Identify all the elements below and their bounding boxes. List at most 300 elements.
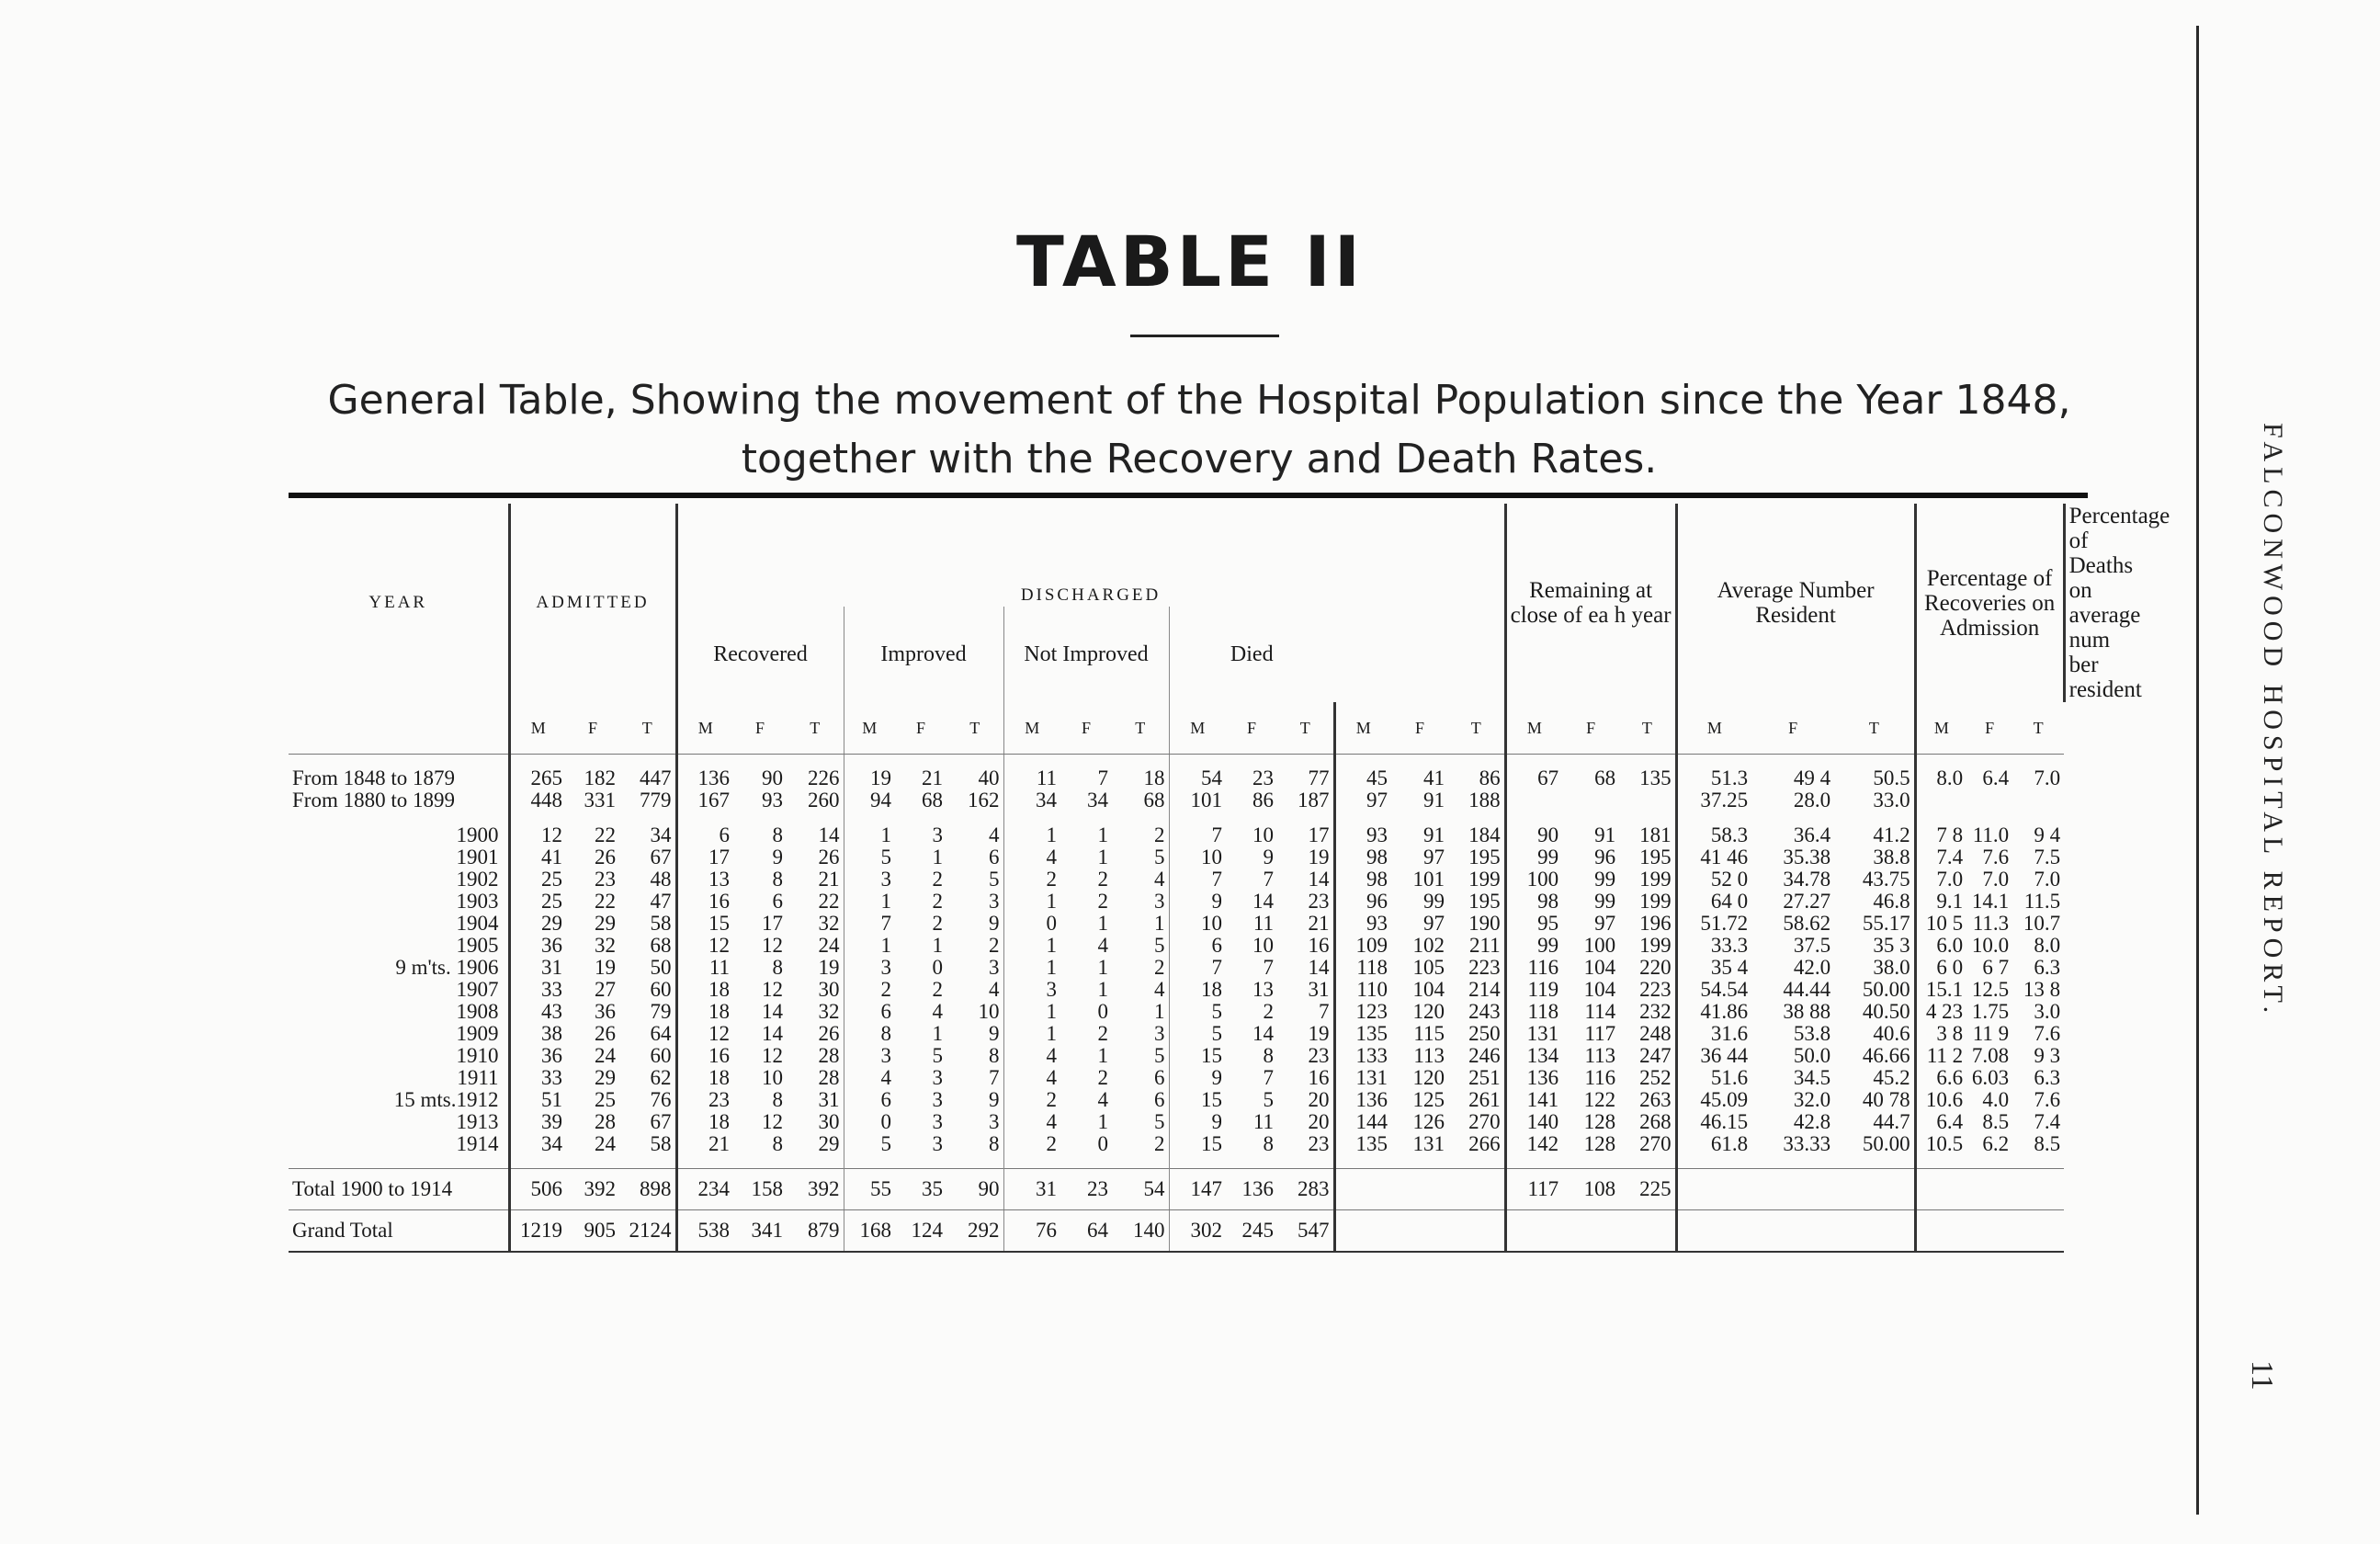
spacer-cell bbox=[1277, 755, 1334, 768]
table-cell: 39 bbox=[509, 1111, 566, 1133]
table-cell: 5 bbox=[1154, 934, 1165, 957]
table-cell: 248 bbox=[1639, 1022, 1672, 1045]
table-cell: 135 bbox=[1639, 766, 1672, 789]
table-cell: 199 bbox=[1639, 890, 1672, 913]
spacer-cell bbox=[1915, 755, 1966, 768]
table-cell: 4 bbox=[844, 1067, 895, 1089]
table-cell: 2124 bbox=[619, 1210, 676, 1253]
table-cell: 97 bbox=[1423, 846, 1445, 868]
table-cell: 97 bbox=[1423, 912, 1445, 935]
table-cell: 2 bbox=[1097, 868, 1108, 891]
table-cell: 9.1 bbox=[1915, 891, 1966, 913]
spacer-cell bbox=[946, 1155, 1003, 1169]
table-cell: 104 bbox=[1583, 978, 1616, 1001]
table-cell: 33.3 bbox=[1676, 935, 1751, 957]
table-row bbox=[289, 1111, 2088, 1133]
table-cell: 2 bbox=[932, 890, 943, 913]
table-cell: 251 bbox=[1468, 1066, 1501, 1089]
table-cell: 8.5 bbox=[1982, 1110, 2010, 1133]
table-cell: 263 bbox=[1639, 1088, 1672, 1111]
spacer-cell bbox=[566, 812, 619, 824]
spacer-cell bbox=[1915, 812, 1966, 824]
table-cell: 7 bbox=[1319, 1000, 1330, 1023]
table-cell: 7.0 bbox=[1915, 868, 1966, 891]
table-cell: 6 bbox=[676, 824, 733, 846]
table-cell: 128 bbox=[1583, 1132, 1616, 1155]
table-cell: 97 bbox=[1594, 912, 1616, 935]
table-cell: 4 bbox=[1154, 868, 1165, 891]
table-cell: 14 bbox=[1308, 868, 1330, 891]
table-cell bbox=[1676, 1169, 1751, 1210]
table-cell: 41.2 bbox=[1873, 823, 1910, 846]
table-cell: 1 bbox=[1003, 824, 1060, 846]
table-cell: 6 bbox=[1169, 935, 1226, 957]
table-cell: 19 bbox=[595, 956, 616, 979]
table-cell: 60 bbox=[650, 978, 672, 1001]
table-cell: 8 bbox=[1263, 1044, 1274, 1067]
table-cell: 15 bbox=[1169, 1045, 1226, 1067]
spacer-cell bbox=[676, 1155, 733, 1169]
table-cell: 162 bbox=[968, 789, 1000, 812]
table-row bbox=[289, 868, 2088, 891]
table-cell: 226 bbox=[808, 766, 840, 789]
row-label: 15 mts.1912 bbox=[393, 1088, 499, 1111]
table-cell: 188 bbox=[1468, 789, 1501, 812]
table-cell: 7.6 bbox=[2034, 1022, 2061, 1045]
table-cell: 2 bbox=[1003, 1133, 1060, 1155]
table-cell bbox=[1966, 1169, 2012, 1210]
table-cell: 34 bbox=[1087, 789, 1108, 812]
sex-header-t: T bbox=[946, 702, 1003, 755]
table-cell: 0 bbox=[1003, 913, 1060, 935]
table-row bbox=[289, 1001, 2088, 1023]
spacer-cell bbox=[1277, 1155, 1334, 1169]
table-cell bbox=[1334, 1210, 1391, 1253]
row-label: 1900 bbox=[456, 823, 499, 846]
spacer-cell bbox=[2012, 812, 2064, 824]
table-cell: 64 bbox=[650, 1022, 672, 1045]
spacer-cell bbox=[1334, 1155, 1391, 1169]
table-cell: 21 bbox=[1308, 912, 1330, 935]
table-cell: 8 bbox=[772, 823, 783, 846]
spacer-cell bbox=[1751, 812, 1834, 824]
table-cell: 100 bbox=[1583, 934, 1616, 957]
table-cell: 6.3 bbox=[2034, 956, 2061, 979]
table-cell: 15.1 bbox=[1915, 979, 1966, 1001]
table-cell: 110 bbox=[1334, 979, 1391, 1001]
spacer-cell bbox=[1676, 755, 1751, 768]
table-cell: 98 bbox=[1334, 868, 1391, 891]
table-cell: 25 bbox=[509, 868, 566, 891]
row-label: 1904 bbox=[456, 912, 499, 935]
not-improved-header: Not Improved bbox=[1003, 607, 1169, 702]
row-spacer bbox=[289, 812, 2088, 824]
spacer-cell bbox=[1966, 755, 2012, 768]
table-cell: 3 bbox=[932, 1088, 943, 1111]
table-row bbox=[289, 935, 2088, 957]
table-cell: 140 bbox=[1505, 1111, 1562, 1133]
sex-header-f: F bbox=[1391, 702, 1448, 755]
table-cell: 223 bbox=[1468, 956, 1501, 979]
table-cell: 3 bbox=[1154, 890, 1165, 913]
table-cell: 12.5 bbox=[1971, 978, 2010, 1001]
table-cell: 331 bbox=[584, 789, 616, 812]
pct-deaths-header: Percentage of Deaths on average num ber resident bbox=[2064, 504, 2088, 702]
table-cell: 223 bbox=[1639, 978, 1672, 1001]
table-cell: 40.50 bbox=[1862, 1000, 1910, 1023]
table-cell: 5 bbox=[1154, 1044, 1165, 1067]
table-cell: 24 bbox=[595, 1132, 616, 1155]
table-cell: 41 bbox=[1423, 766, 1445, 789]
table-cell: 184 bbox=[1468, 823, 1501, 846]
table-cell: 1 bbox=[932, 846, 943, 868]
header-row-sex bbox=[289, 702, 2088, 755]
spacer-cell bbox=[1060, 1155, 1112, 1169]
year-header: YEAR bbox=[368, 593, 428, 612]
table-cell: 135 bbox=[1334, 1133, 1391, 1155]
table-cell: 0 bbox=[844, 1111, 895, 1133]
table-cell: 131 bbox=[1505, 1023, 1562, 1045]
table-cell: 5 bbox=[1169, 1001, 1226, 1023]
table-cell: 38 bbox=[509, 1023, 566, 1045]
table-cell: 6 bbox=[1154, 1088, 1165, 1111]
table-cell: 16 bbox=[676, 891, 733, 913]
table-cell bbox=[1834, 1210, 1915, 1253]
sex-header-f: F bbox=[566, 702, 619, 755]
table-cell: 43.75 bbox=[1862, 868, 1910, 891]
died-header: Died bbox=[1169, 607, 1334, 702]
table-cell: 195 bbox=[1639, 846, 1672, 868]
table-cell: 45 bbox=[1334, 767, 1391, 789]
table-row bbox=[289, 1023, 2088, 1045]
table-cell: 23 bbox=[1252, 766, 1274, 789]
table-cell: 25 bbox=[509, 891, 566, 913]
row-label: 9 m'ts. 1906 bbox=[395, 956, 499, 979]
spacer-cell bbox=[509, 1155, 566, 1169]
table-cell: 167 bbox=[676, 789, 733, 812]
table-cell: 195 bbox=[1468, 846, 1501, 868]
subtitle-line-2: together with the Recovery and Death Rates. bbox=[741, 436, 1658, 482]
table-cell: 23 bbox=[595, 868, 616, 891]
table-cell: 99 bbox=[1594, 890, 1616, 913]
table-cell bbox=[1619, 789, 1676, 812]
table-cell: 7 bbox=[1169, 868, 1226, 891]
table-cell: 4 bbox=[1003, 1111, 1060, 1133]
table-cell: 21 bbox=[676, 1133, 733, 1155]
table-cell: 16 bbox=[1308, 1066, 1330, 1089]
table-row bbox=[289, 913, 2088, 935]
table-cell bbox=[2012, 1210, 2064, 1253]
table-cell: 62 bbox=[650, 1066, 672, 1089]
table-cell: 32 bbox=[595, 934, 616, 957]
table-cell: 1 bbox=[932, 1022, 943, 1045]
table-cell: 6 bbox=[772, 890, 783, 913]
spacer-cell bbox=[1834, 1155, 1915, 1169]
table-cell: 126 bbox=[1412, 1110, 1445, 1133]
spacer-cell bbox=[1619, 1155, 1676, 1169]
table-cell bbox=[1751, 1210, 1834, 1253]
table-cell bbox=[1915, 1210, 1966, 1253]
table-cell: 67 bbox=[650, 1110, 672, 1133]
spacer-cell bbox=[733, 755, 787, 768]
table-cell: 24 bbox=[818, 934, 840, 957]
table-cell: 3 8 bbox=[1915, 1023, 1966, 1045]
table-cell: 4 bbox=[1003, 846, 1060, 868]
table-cell: 6 bbox=[1154, 1066, 1165, 1089]
table-cell: 3 bbox=[989, 956, 1000, 979]
table-cell: 3 bbox=[844, 957, 895, 979]
table-cell: 38 88 bbox=[1783, 1000, 1831, 1023]
table-cell: 268 bbox=[1639, 1110, 1672, 1133]
table-cell bbox=[1505, 789, 1562, 812]
table-cell: 40 bbox=[978, 766, 1000, 789]
table-cell: 8.0 bbox=[2034, 934, 2061, 957]
table-cell: 5 bbox=[932, 1044, 943, 1067]
table-cell: 20 bbox=[1308, 1088, 1330, 1111]
table-cell: 199 bbox=[1468, 868, 1501, 891]
table-cell: 6.0 bbox=[1915, 935, 1966, 957]
table-cell: 15 bbox=[676, 913, 733, 935]
table-cell: 4 bbox=[1097, 1088, 1108, 1111]
table-cell: 2 bbox=[1003, 868, 1060, 891]
table-cell: 43 bbox=[509, 1001, 566, 1023]
table-cell: 136 bbox=[676, 767, 733, 789]
table-cell: 119 bbox=[1505, 979, 1562, 1001]
table-cell: 118 bbox=[1505, 1001, 1562, 1023]
table-cell: 3 bbox=[1154, 1022, 1165, 1045]
table-cell: 50.5 bbox=[1873, 766, 1910, 789]
table-cell: 7 8 bbox=[1915, 824, 1966, 846]
table-cell: 2 bbox=[1154, 956, 1165, 979]
table-cell: 33.0 bbox=[1873, 789, 1910, 812]
table-cell: 99 bbox=[1594, 868, 1616, 891]
table-cell: 50.00 bbox=[1862, 1132, 1910, 1155]
table-row bbox=[289, 846, 2088, 868]
table-cell: 8 bbox=[989, 1044, 1000, 1067]
remaining-header: Remaining at close of ea h year bbox=[1505, 504, 1676, 702]
table-cell: 270 bbox=[1639, 1132, 1672, 1155]
table-cell: 11 2 bbox=[1915, 1045, 1966, 1067]
spacer-cell bbox=[1169, 1155, 1226, 1169]
table-cell: 144 bbox=[1334, 1111, 1391, 1133]
table-row bbox=[289, 767, 2088, 789]
table-cell: 136 bbox=[1334, 1089, 1391, 1111]
table-cell: 6 bbox=[844, 1089, 895, 1111]
table-cell bbox=[2012, 1169, 2064, 1210]
table-cell: 4 bbox=[1003, 1045, 1060, 1067]
table-cell: 3 bbox=[844, 1045, 895, 1067]
table-cell: 448 bbox=[509, 789, 566, 812]
table-cell: 125 bbox=[1412, 1088, 1445, 1111]
table-cell: 23 bbox=[1308, 1132, 1330, 1155]
table-cell: 3 bbox=[932, 1110, 943, 1133]
spacer-cell bbox=[2012, 1155, 2064, 1169]
table-cell: 117 bbox=[1584, 1022, 1616, 1045]
table-cell: 27.27 bbox=[1783, 890, 1831, 913]
sex-header-m: M bbox=[676, 702, 733, 755]
table-cell: 187 bbox=[1298, 789, 1330, 812]
table-cell: 3 bbox=[932, 1132, 943, 1155]
table-cell: 30 bbox=[818, 978, 840, 1001]
table-cell: 7.6 bbox=[2034, 1088, 2061, 1111]
table-cell: 5 bbox=[1154, 1110, 1165, 1133]
table-cell: 48 bbox=[650, 868, 672, 891]
table-cell: 1 bbox=[1097, 956, 1108, 979]
table-cell: 7.0 bbox=[1982, 868, 2010, 891]
sex-header-f: F bbox=[1751, 702, 1834, 755]
table-cell: 105 bbox=[1412, 956, 1445, 979]
table-cell: 131 bbox=[1412, 1132, 1445, 1155]
table-cell: 17 bbox=[1308, 823, 1330, 846]
table-cell: 265 bbox=[509, 767, 566, 789]
table-cell bbox=[1915, 789, 1966, 812]
table-cell: 7.0 bbox=[2034, 766, 2061, 789]
table-cell: 30 bbox=[818, 1110, 840, 1133]
table-cell: 19 bbox=[1308, 846, 1330, 868]
spacer-cell bbox=[1676, 812, 1751, 824]
table-cell: 3.0 bbox=[2034, 1000, 2061, 1023]
table-cell: 116 bbox=[1505, 957, 1562, 979]
table-body bbox=[289, 755, 2088, 1253]
table-cell: 199 bbox=[1639, 868, 1672, 891]
table-cell: 232 bbox=[1639, 1000, 1672, 1023]
row-label: From 1880 to 1899 bbox=[292, 789, 455, 812]
table-cell bbox=[2012, 789, 2064, 812]
spacer-cell bbox=[1391, 812, 1448, 824]
spacer-cell bbox=[844, 755, 895, 768]
table-cell: 8 bbox=[772, 1132, 783, 1155]
table-cell: 3 bbox=[989, 890, 1000, 913]
table-cell: 243 bbox=[1468, 1000, 1501, 1023]
table-cell: 3 bbox=[844, 868, 895, 891]
table-cell bbox=[1448, 1210, 1505, 1253]
table-cell: 1 bbox=[932, 934, 943, 957]
sex-header-m: M bbox=[1003, 702, 1060, 755]
table-cell: 5 bbox=[844, 846, 895, 868]
table-cell: 6.3 bbox=[2034, 1066, 2061, 1089]
table-cell: 123 bbox=[1334, 1001, 1391, 1023]
spacer-cell bbox=[946, 755, 1003, 768]
year-subheader-blank bbox=[289, 702, 509, 755]
table-cell: 90 bbox=[946, 1169, 1003, 1210]
table-cell: 2 bbox=[1097, 1066, 1108, 1089]
table-cell: 36.4 bbox=[1793, 823, 1831, 846]
sex-header-m: M bbox=[1505, 702, 1562, 755]
spacer-cell bbox=[1448, 812, 1505, 824]
table-cell: 26 bbox=[595, 846, 616, 868]
table-cell: 4 bbox=[932, 1000, 943, 1023]
table-cell: 55 bbox=[844, 1169, 895, 1210]
table-cell: 22 bbox=[595, 890, 616, 913]
table-cell: 2 bbox=[1263, 1000, 1274, 1023]
spacer-cell bbox=[1003, 755, 1060, 768]
table-cell: 199 bbox=[1639, 934, 1672, 957]
table-cell: 64 bbox=[1060, 1210, 1112, 1253]
table-cell: 447 bbox=[640, 766, 672, 789]
table-cell: 9 bbox=[989, 1022, 1000, 1045]
table-row bbox=[289, 979, 2088, 1001]
table-cell: 12 bbox=[762, 1044, 783, 1067]
table-cell: 29 bbox=[595, 1066, 616, 1089]
spacer-cell bbox=[787, 812, 844, 824]
table-cell: 14 bbox=[1252, 890, 1274, 913]
table-cell: 9 bbox=[1169, 1111, 1226, 1133]
table-cell: 234 bbox=[676, 1169, 733, 1210]
spacer-cell bbox=[619, 755, 676, 768]
table-cell: 3 bbox=[932, 823, 943, 846]
table-cell: 34.78 bbox=[1783, 868, 1831, 891]
table-cell: 17 bbox=[676, 846, 733, 868]
table-cell: 905 bbox=[566, 1210, 619, 1253]
table-cell: 214 bbox=[1468, 978, 1501, 1001]
sex-header-m: M bbox=[1915, 702, 1966, 755]
table-cell: 26 bbox=[818, 846, 840, 868]
table-cell: 13 bbox=[1252, 978, 1274, 1001]
recovered-header: Recovered bbox=[676, 607, 844, 702]
table-cell: 29 bbox=[595, 912, 616, 935]
table-cell: 19 bbox=[844, 767, 895, 789]
table-cell: 50.00 bbox=[1862, 978, 1910, 1001]
table-cell: 28 bbox=[818, 1044, 840, 1067]
improved-header: Improved bbox=[844, 607, 1003, 702]
table-cell: 2 bbox=[844, 979, 895, 1001]
table-cell: 4 23 bbox=[1915, 1001, 1966, 1023]
total-row bbox=[289, 1169, 2088, 1210]
table-cell bbox=[1915, 1169, 1966, 1210]
table-cell: 7 bbox=[1097, 766, 1108, 789]
table-cell: 11 bbox=[1252, 1110, 1274, 1133]
table-cell: 99 bbox=[1423, 890, 1445, 913]
spacer-cell bbox=[946, 812, 1003, 824]
table-cell: 36 bbox=[595, 1000, 616, 1023]
table-cell: 31 bbox=[509, 957, 566, 979]
population-table bbox=[289, 504, 2170, 1253]
table-cell: 37.5 bbox=[1793, 934, 1831, 957]
table-cell: 7 bbox=[989, 1066, 1000, 1089]
spacer-cell bbox=[566, 1155, 619, 1169]
table-cell: 18 bbox=[676, 979, 733, 1001]
row-label: 1911 bbox=[457, 1066, 499, 1089]
table-cell: 93 bbox=[1334, 824, 1391, 846]
table-cell: 134 bbox=[1505, 1045, 1562, 1067]
table-cell: 18 bbox=[676, 1067, 733, 1089]
table-cell: 2 bbox=[1097, 1022, 1108, 1045]
table-cell bbox=[1334, 1169, 1391, 1210]
table-cell: 7 bbox=[1263, 956, 1274, 979]
table-cell: 34 bbox=[509, 1133, 566, 1155]
table-cell: 120 bbox=[1412, 1000, 1445, 1023]
row-label: 1902 bbox=[456, 868, 499, 891]
table-cell: 3 bbox=[1003, 979, 1060, 1001]
table-cell: 8 bbox=[989, 1132, 1000, 1155]
table-cell: 168 bbox=[844, 1210, 895, 1253]
table-cell: 15 bbox=[1169, 1089, 1226, 1111]
table-cell: 8 bbox=[772, 1088, 783, 1111]
table-cell: 220 bbox=[1639, 956, 1672, 979]
table-cell: 91 bbox=[1423, 789, 1445, 812]
row-label: 1910 bbox=[456, 1044, 499, 1067]
table-cell: 34 bbox=[650, 823, 672, 846]
table-cell: 115 bbox=[1413, 1022, 1445, 1045]
table-cell: 31 bbox=[1308, 978, 1330, 1001]
table-cell: 35 bbox=[895, 1169, 946, 1210]
table-cell: 117 bbox=[1505, 1169, 1562, 1210]
table-cell: 28 bbox=[595, 1110, 616, 1133]
table-cell: 7.08 bbox=[1971, 1044, 2010, 1067]
table-cell: 6.6 bbox=[1915, 1067, 1966, 1089]
table-cell: 68 bbox=[1143, 789, 1165, 812]
sex-header-f: F bbox=[1966, 702, 2012, 755]
